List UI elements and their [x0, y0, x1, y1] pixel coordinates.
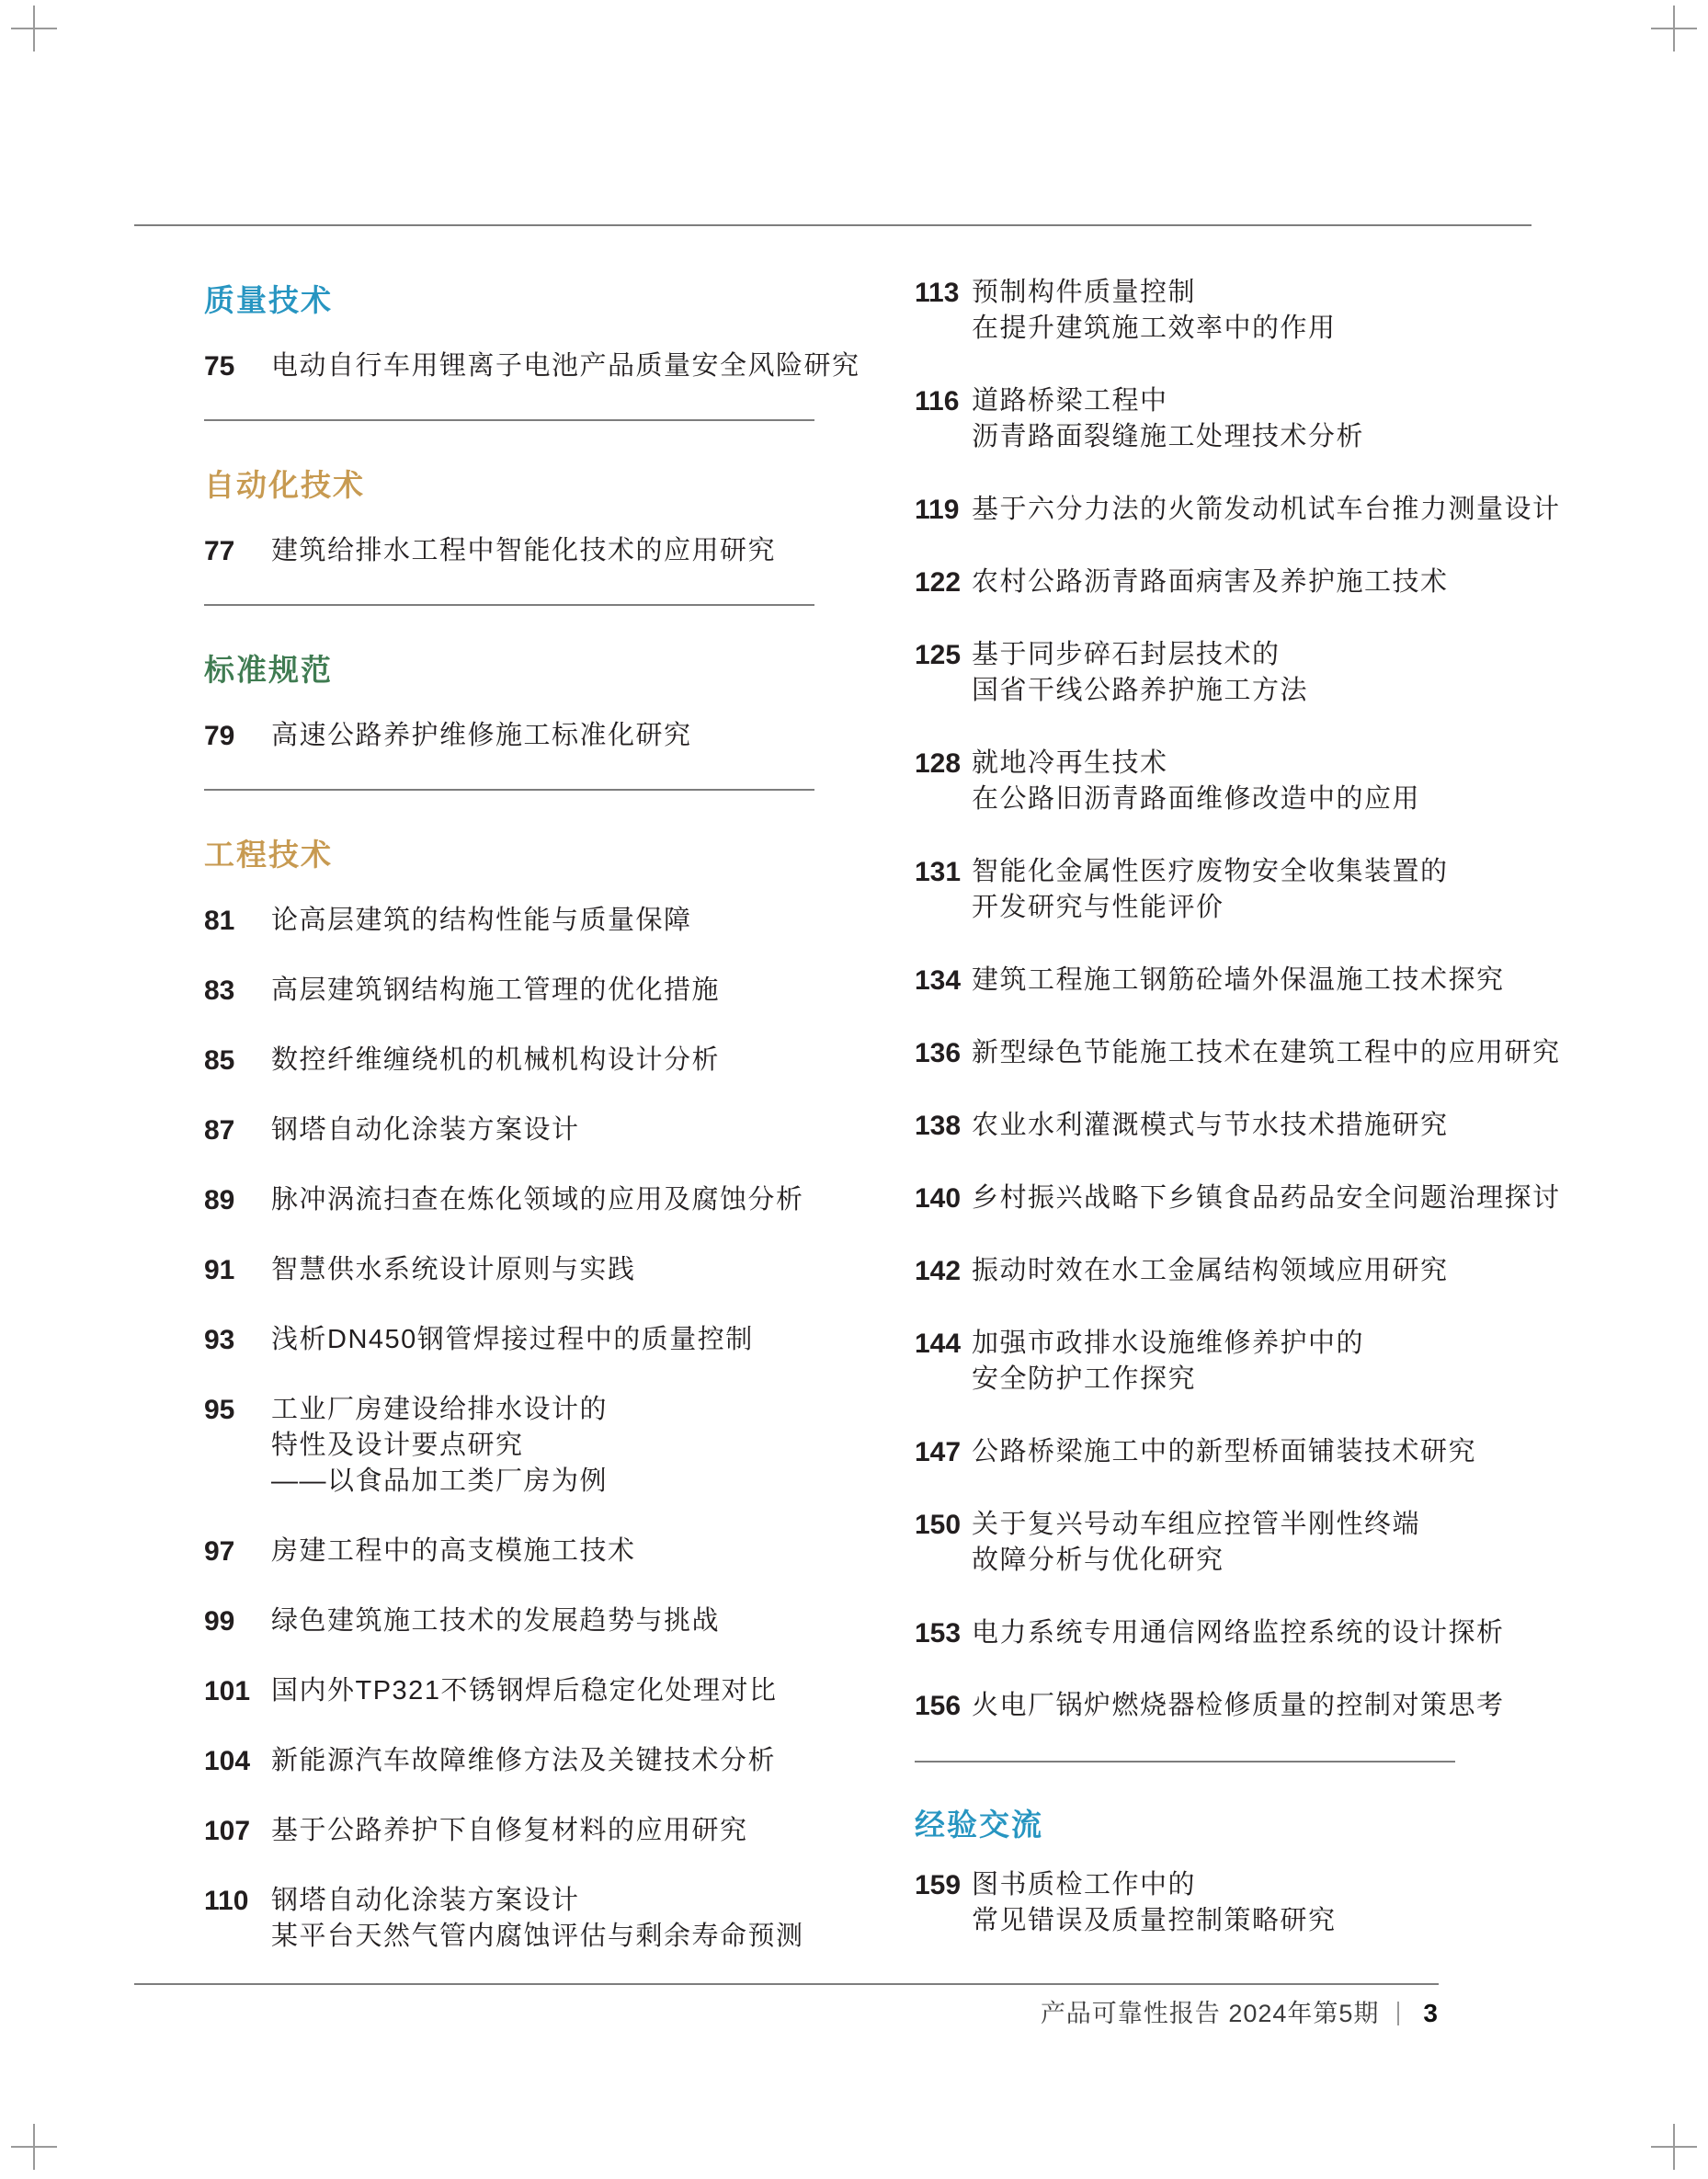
toc-entry-title — [972, 963, 1577, 998]
toc-item — [915, 1867, 1577, 1939]
toc-entry-title — [972, 1108, 1577, 1144]
toc-entry-title-line: 乡村振兴战略下乡镇食品药品安全问题治理探讨 — [972, 1183, 1561, 1213]
toc-entry-page-number: 159 — [915, 1870, 962, 1900]
toc-entry-title — [271, 348, 860, 384]
toc-entry-title-line: 浅析DN450钢管焊接过程中的质量控制 — [271, 1325, 754, 1354]
toc-item — [204, 348, 860, 384]
toc-entry-title-line: 脉冲涡流扫查在炼化领域的应用及腐蚀分析 — [271, 1185, 804, 1215]
toc-entry-title — [972, 565, 1577, 600]
toc-entry-page-number: 95 — [204, 1395, 235, 1425]
toc-entry-page-number: 134 — [915, 965, 962, 996]
footer-rule — [134, 1983, 1439, 1985]
toc-entry-title-line: 国内外TP321不锈钢焊后稳定化处理对比 — [271, 1676, 778, 1706]
toc-item — [204, 1392, 814, 1500]
toc-entry-title-line: 新型绿色节能施工技术在建筑工程中的应用研究 — [972, 1038, 1561, 1067]
toc-entry-title — [271, 1813, 814, 1849]
toc-entry-title-line: 农村公路沥青路面病害及养护施工技术 — [972, 567, 1449, 597]
toc-entry-title-line: 农业水利灌溉模式与节水技术措施研究 — [972, 1111, 1449, 1140]
toc-entry-title-line: 安全防护工作探究 — [972, 1364, 1197, 1394]
section-divider — [204, 419, 814, 421]
toc-entry-title — [972, 637, 1577, 709]
toc-item — [915, 637, 1577, 709]
toc-item — [204, 1043, 814, 1078]
toc-entry-title-line: 国省干线公路养护施工方法 — [972, 676, 1309, 705]
toc-entry-title-line: 新能源汽车故障维修方法及关键技术分析 — [271, 1746, 777, 1775]
toc-entry-title — [271, 1603, 814, 1639]
toc-item — [915, 746, 1577, 817]
toc-item — [204, 1534, 814, 1569]
toc-entry-title-line: 开发研究与性能评价 — [972, 893, 1224, 922]
toc-entry-title-line: 智能化金属性医疗废物安全收集装置的 — [972, 857, 1449, 886]
toc-entry-page-number: 93 — [204, 1325, 235, 1355]
toc-entry-page-number: 122 — [915, 567, 962, 598]
toc-entry-page-number: 79 — [204, 721, 235, 751]
toc-entry-page-number: 75 — [204, 351, 235, 382]
toc-entry-title-line: 房建工程中的高支模施工技术 — [271, 1536, 636, 1566]
crop-mark-bottom-left — [11, 2124, 57, 2170]
toc-entry-title-line: 故障分析与优化研究 — [972, 1546, 1224, 1575]
toc-entry-title-line: ——以食品加工类厂房为例 — [271, 1466, 609, 1496]
toc-entry-title-line: 沥青路面裂缝施工处理技术分析 — [972, 422, 1365, 451]
toc-entry-title — [271, 1322, 814, 1358]
toc-entry-page-number: 142 — [915, 1256, 962, 1286]
toc-entry-title — [271, 1743, 814, 1779]
toc-item — [204, 1813, 814, 1849]
toc-entry-title — [972, 854, 1577, 926]
toc-item — [915, 492, 1577, 528]
toc-item — [204, 1112, 814, 1148]
footer-page-number: 3 — [1423, 1999, 1439, 2027]
toc-entry-title-line: 工业厂房建设给排水设计的 — [271, 1395, 609, 1424]
toc-entry-title-line: 电力系统专用通信网络监控系统的设计探析 — [972, 1618, 1505, 1648]
toc-entry-page-number: 136 — [915, 1038, 962, 1068]
toc-entry-title-line: 电动自行车用锂离子电池产品质量安全风险研究 — [271, 351, 860, 381]
toc-entry-page-number: 97 — [204, 1536, 235, 1567]
crop-mark-bottom-right — [1651, 2124, 1697, 2170]
toc-entry-title — [271, 973, 814, 1009]
toc-entry-title-line: 常见错误及质量控制策略研究 — [972, 1906, 1337, 1935]
toc-entry-page-number: 83 — [204, 975, 235, 1006]
toc-entry-title-line: 数控纤维缠绕机的机械机构设计分析 — [271, 1045, 721, 1075]
toc-entry-page-number: 77 — [204, 536, 235, 566]
toc-entry-title — [972, 746, 1577, 817]
section-heading: 质量技术 — [204, 283, 333, 317]
left-column — [204, 226, 860, 1989]
toc-entry-title-line: 图书质检工作中的 — [972, 1870, 1197, 1899]
toc-item — [915, 565, 1577, 600]
crop-mark-top-right — [1651, 6, 1697, 51]
toc-entry-title — [972, 1434, 1577, 1470]
toc-entry-page-number: 101 — [204, 1676, 251, 1706]
toc-entry-page-number: 85 — [204, 1045, 235, 1076]
toc-entry-title-line: 论高层建筑的结构性能与质量保障 — [271, 906, 692, 935]
toc-entry-title — [271, 903, 814, 939]
toc-item — [915, 383, 1577, 455]
toc-entry-title — [271, 1534, 814, 1569]
toc-entry-title — [271, 1392, 814, 1500]
toc-entry-page-number: 104 — [204, 1746, 251, 1776]
toc-item — [915, 854, 1577, 926]
toc-entry-title-line: 道路桥梁工程中 — [972, 386, 1168, 416]
toc-entry-title — [972, 1688, 1577, 1724]
toc-entry-page-number: 87 — [204, 1115, 235, 1146]
toc-item — [915, 1035, 1577, 1071]
toc-entry-title — [271, 1673, 814, 1709]
toc-item — [915, 1507, 1577, 1579]
toc-entry-title — [972, 1253, 1577, 1289]
toc-entry-title-line: 在提升建筑施工效率中的作用 — [972, 314, 1337, 343]
toc-entry-page-number: 110 — [204, 1886, 249, 1916]
toc-entry-title-line: 公路桥梁施工中的新型桥面铺装技术研究 — [972, 1437, 1477, 1466]
toc-entry-page-number: 144 — [915, 1329, 962, 1359]
toc-entry-title — [972, 1326, 1577, 1398]
toc-item — [915, 1181, 1577, 1216]
toc-entry-title-line: 关于复兴号动车组应控管半刚性终端 — [972, 1510, 1421, 1539]
toc-entry-title — [972, 1867, 1577, 1939]
toc-entry-title — [271, 718, 814, 754]
section-divider — [204, 789, 814, 791]
toc-entry-page-number: 125 — [915, 640, 962, 670]
crop-mark-top-left — [11, 6, 57, 51]
toc-item — [915, 1434, 1577, 1470]
toc-entry-page-number: 140 — [915, 1183, 962, 1214]
section-divider — [915, 1761, 1455, 1763]
toc-entry-page-number: 116 — [915, 386, 960, 416]
toc-entry-title — [972, 1615, 1577, 1651]
toc-entry-page-number: 147 — [915, 1437, 962, 1467]
toc-item — [204, 1182, 814, 1218]
toc-entry-title — [271, 1883, 814, 1955]
toc-entry-title — [271, 533, 814, 569]
toc-entry-title — [271, 1043, 814, 1078]
toc-entry-title — [972, 492, 1577, 528]
toc-item — [915, 1108, 1577, 1144]
toc-entry-page-number: 138 — [915, 1111, 962, 1141]
toc-entry-title-line: 火电厂锅炉燃烧器检修质量的控制对策思考 — [972, 1691, 1505, 1720]
toc-item — [915, 963, 1577, 998]
toc-entry-title — [972, 1181, 1577, 1216]
toc-entry-title — [271, 1182, 814, 1218]
section-divider — [204, 604, 814, 606]
toc-item — [204, 533, 814, 569]
toc-item — [915, 1253, 1577, 1289]
footer-issue: 2024年第5期 — [1228, 2000, 1380, 2027]
toc-entry-title-line: 加强市政排水设施维修养护中的 — [972, 1329, 1365, 1358]
section-heading: 经验交流 — [915, 1808, 1043, 1842]
toc-entry-title-line: 钢塔自动化涂装方案设计 — [271, 1115, 580, 1145]
toc-entry-page-number: 99 — [204, 1606, 235, 1637]
toc-item — [204, 1673, 814, 1709]
footer-journal-title: 产品可靠性报告 — [1040, 2000, 1221, 2027]
section-heading: 自动化技术 — [204, 468, 365, 502]
toc-item — [204, 973, 814, 1009]
toc-entry-title-line: 某平台天然气管内腐蚀评估与剩余寿命预测 — [271, 1922, 804, 1951]
toc-entry-title-line: 基于公路养护下自修复材料的应用研究 — [271, 1816, 748, 1845]
section-heading: 标准规范 — [204, 653, 333, 687]
toc-entry-title — [271, 1252, 814, 1288]
toc-entry-title — [972, 275, 1577, 347]
toc-entry-title-line: 高速公路养护维修施工标准化研究 — [271, 721, 692, 750]
toc-item — [204, 1743, 814, 1779]
toc-entry-title — [972, 383, 1577, 455]
toc-item — [204, 1883, 814, 1955]
toc-entry-title-line: 建筑工程施工钢筋砼墙外保温施工技术探究 — [972, 965, 1505, 995]
footer-divider — [1397, 2002, 1399, 2025]
toc-entry-page-number: 131 — [915, 857, 962, 887]
toc-item — [204, 1603, 814, 1639]
toc-entry-title-line: 绿色建筑施工技术的发展趋势与挑战 — [271, 1606, 721, 1636]
toc-entry-title-line: 智慧供水系统设计原则与实践 — [271, 1255, 636, 1284]
toc-entry-title-line: 在公路旧沥青路面维修改造中的应用 — [972, 784, 1421, 814]
toc-entry-title — [972, 1035, 1577, 1071]
toc-entry-title-line: 预制构件质量控制 — [972, 278, 1197, 307]
toc-item — [204, 1322, 814, 1358]
toc-entry-title-line: 基于六分力法的火箭发动机试车台推力测量设计 — [972, 495, 1561, 524]
toc-entry-title — [271, 1112, 814, 1148]
toc-entry-title-line: 特性及设计要点研究 — [271, 1431, 524, 1460]
toc-entry-title-line: 就地冷再生技术 — [972, 748, 1168, 778]
toc-entry-title-line: 建筑给排水工程中智能化技术的应用研究 — [271, 536, 777, 565]
toc-entry-title-line: 振动时效在水工金属结构领域应用研究 — [972, 1256, 1449, 1285]
toc-entry-page-number: 119 — [915, 495, 960, 525]
toc-item — [204, 1252, 814, 1288]
toc-item — [915, 1688, 1577, 1724]
toc-entry-title-line: 钢塔自动化涂装方案设计 — [271, 1886, 580, 1915]
toc-entry-title-line: 基于同步碎石封层技术的 — [972, 640, 1281, 669]
toc-entry-page-number: 91 — [204, 1255, 235, 1285]
toc-item — [915, 1326, 1577, 1398]
footer — [134, 1997, 1439, 2030]
toc-entry-page-number: 150 — [915, 1510, 962, 1540]
toc-entry-page-number: 81 — [204, 906, 235, 936]
toc-entry-page-number: 89 — [204, 1185, 235, 1215]
right-column — [915, 226, 1577, 1976]
toc-entry-page-number: 128 — [915, 748, 962, 779]
toc-entry-title — [972, 1507, 1577, 1579]
toc-item — [204, 718, 814, 754]
toc-entry-page-number: 156 — [915, 1691, 962, 1721]
toc-entry-page-number: 113 — [915, 278, 960, 308]
toc-entry-title-line: 高层建筑钢结构施工管理的优化措施 — [271, 975, 721, 1005]
section-heading: 工程技术 — [204, 838, 333, 872]
toc-entry-page-number: 107 — [204, 1816, 251, 1846]
toc-item — [204, 903, 814, 939]
toc-entry-page-number: 153 — [915, 1618, 962, 1649]
toc-item — [915, 275, 1577, 347]
toc-item — [915, 1615, 1577, 1651]
